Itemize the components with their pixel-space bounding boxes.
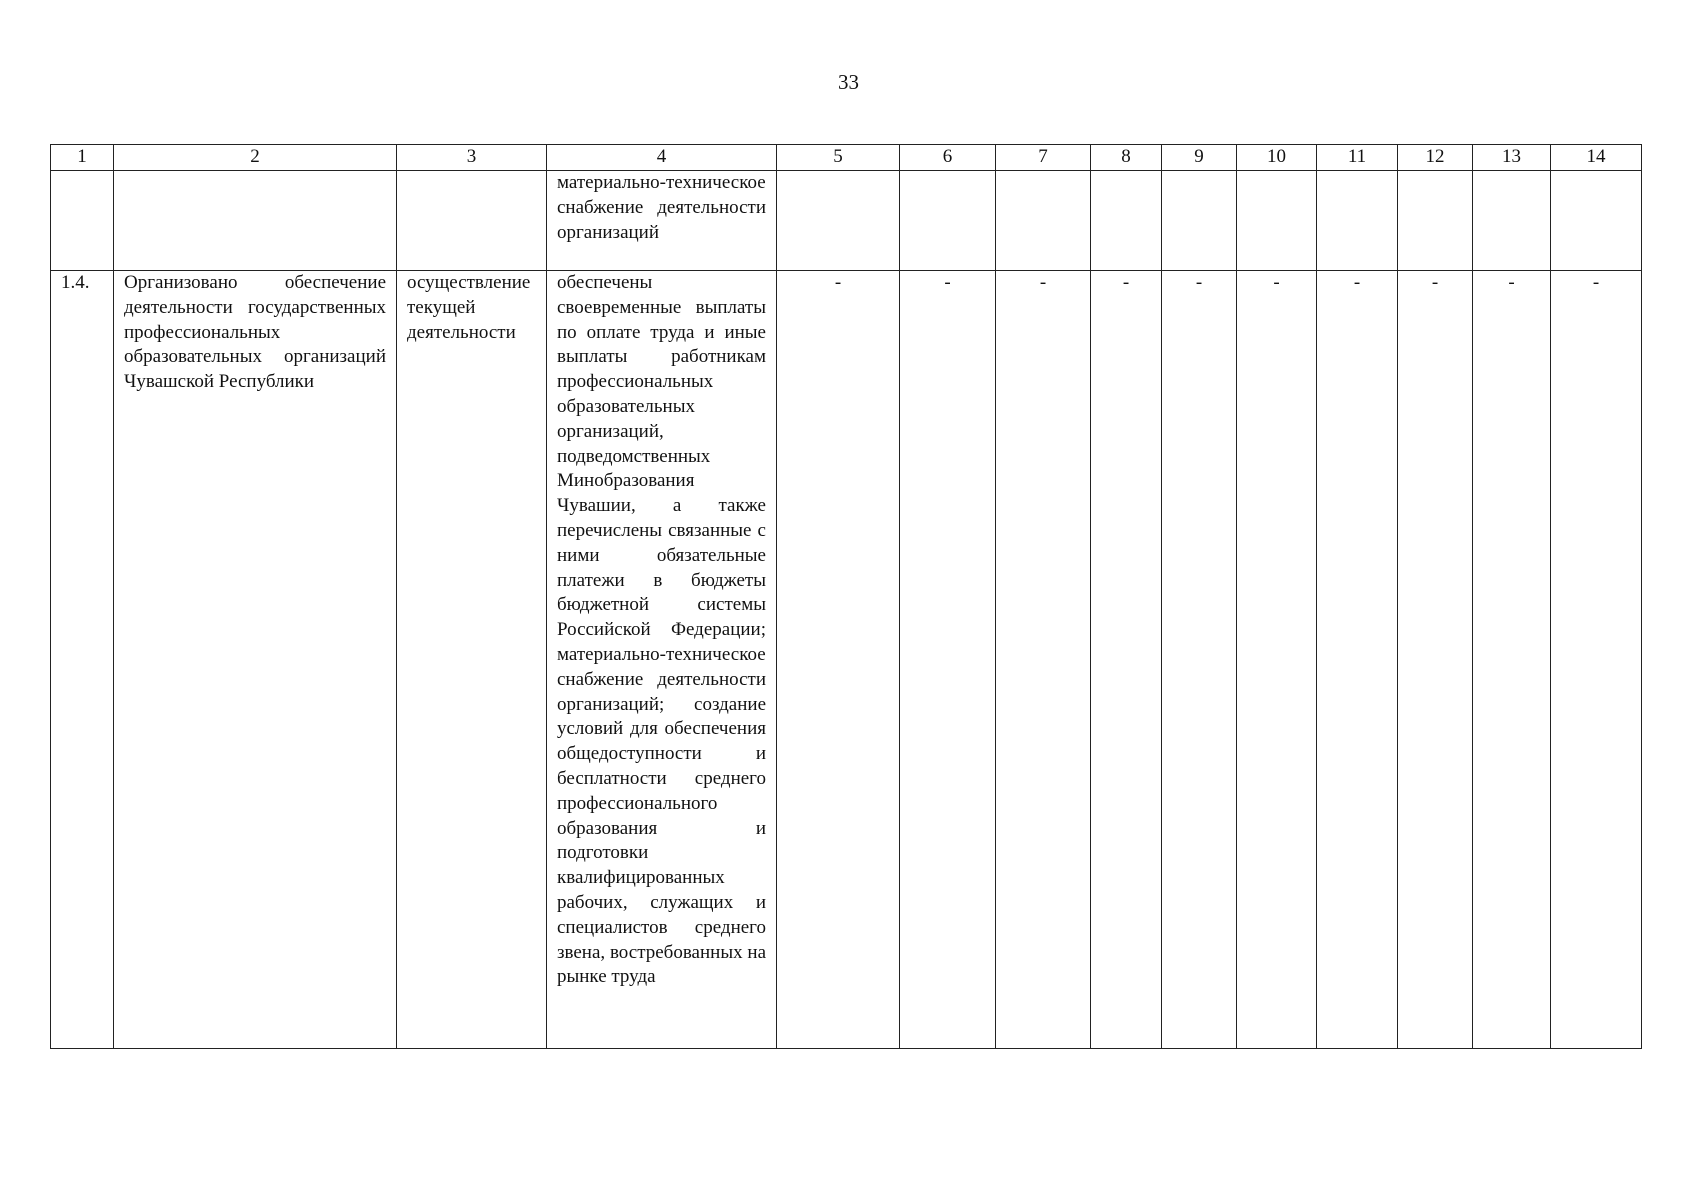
header-col-4: 4 xyxy=(547,145,777,171)
value-cell-col-10: - xyxy=(1237,271,1317,1049)
header-col-2: 2 xyxy=(114,145,397,171)
value-cell-col-8: - xyxy=(1091,271,1162,1049)
header-col-13: 13 xyxy=(1473,145,1551,171)
continued-result-cell: материально-техническое снабжение деятельности организаций xyxy=(547,171,777,271)
column-number-header-row xyxy=(51,145,1642,171)
event-name-cell: Организовано обеспечение деятельности государственных профессиональных образовательных организаций Чувашской Республики xyxy=(114,271,397,1049)
header-col-5: 5 xyxy=(777,145,900,171)
value-cell-col-5: - xyxy=(777,271,900,1049)
value-cell-col-9: - xyxy=(1162,271,1237,1049)
header-col-7: 7 xyxy=(996,145,1091,171)
value-cell-col-14: - xyxy=(1551,271,1642,1049)
header-col-14: 14 xyxy=(1551,145,1642,171)
value-cell-col-6: - xyxy=(900,271,996,1049)
header-col-3: 3 xyxy=(397,145,547,171)
header-col-12: 12 xyxy=(1398,145,1473,171)
value-cell-col-11: - xyxy=(1317,271,1398,1049)
event-type-cell: осуществление текущей деятельности xyxy=(397,271,547,1049)
table-row-1-4 xyxy=(51,271,1642,1049)
header-col-11: 11 xyxy=(1317,145,1398,171)
program-table xyxy=(50,144,1642,1049)
table-row-continued xyxy=(51,171,1642,271)
header-col-6: 6 xyxy=(900,145,996,171)
header-col-8: 8 xyxy=(1091,145,1162,171)
expected-result-cell: обеспечены своевременные выплаты по оплате труда и иные выплаты работникам профессиональных образовательных организаций, подведомственных Минобразования Чувашии, а также перечислены связанные с ними обязательные платежи в бюджеты бюджетной системы Российской Федерации; материально-техническое снабжение деятельности организаций; создание условий для обеспечения общедоступности и бесплатности среднего профессионального образования и подготовки квалифицированных рабочих, служащих и специалистов среднего звена, востребованных на рынке труда xyxy=(547,271,777,1049)
value-cell-col-13: - xyxy=(1473,271,1551,1049)
row-number: 1.4. xyxy=(51,271,114,1049)
value-cell-col-12: - xyxy=(1398,271,1473,1049)
header-col-9: 9 xyxy=(1162,145,1237,171)
page-number: 33 xyxy=(838,70,859,94)
header-col-10: 10 xyxy=(1237,145,1317,171)
header-col-1: 1 xyxy=(51,145,114,171)
value-cell-col-7: - xyxy=(996,271,1091,1049)
